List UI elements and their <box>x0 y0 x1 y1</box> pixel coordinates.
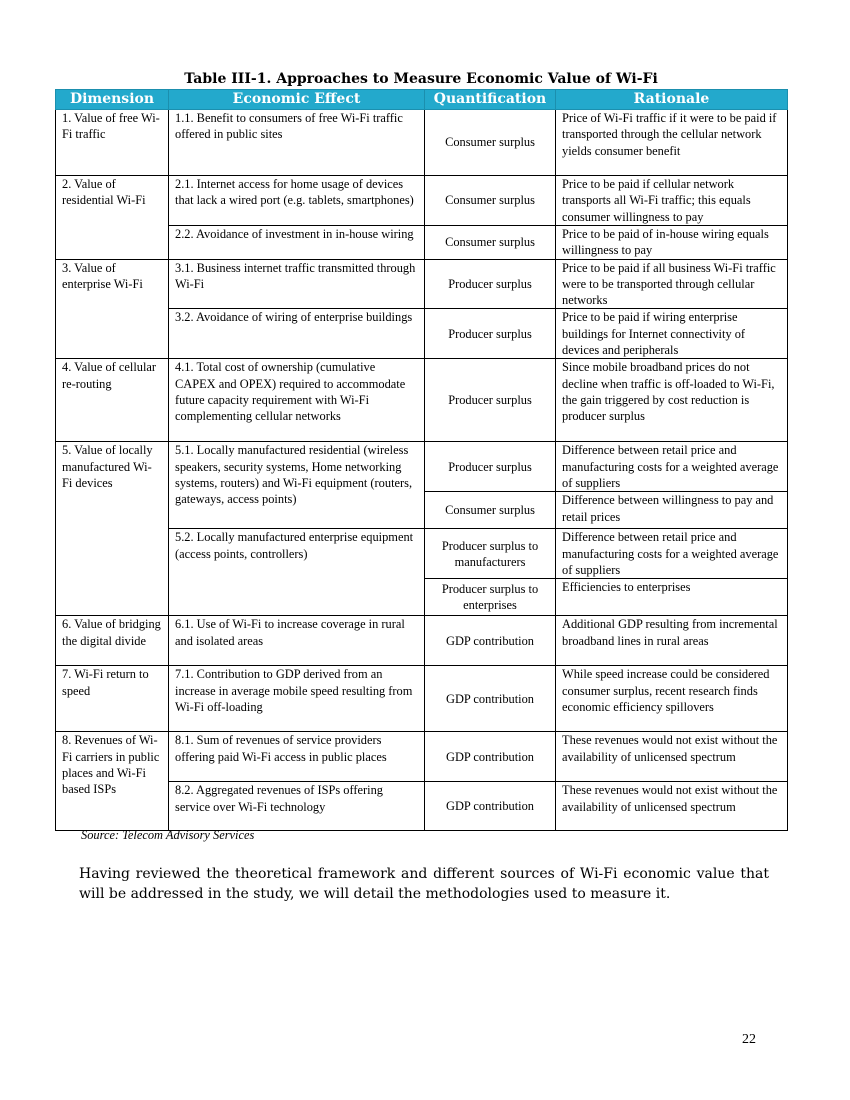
quantification-cell: Producer surplus <box>425 309 556 359</box>
quantification-cell: Consumer surplus <box>425 492 556 529</box>
quantification-cell: GDP contribution <box>425 782 556 831</box>
rationale-cell: Difference between retail price and manufacturing costs for a weighted average of suppliers <box>556 442 788 492</box>
quantification-cell: Producer surplus <box>425 259 556 309</box>
quantification-cell: Producer surplus <box>425 359 556 442</box>
quantification-cell: GDP contribution <box>425 666 556 732</box>
rationale-cell: Price to be paid if cellular network transports all Wi-Fi traffic; this equals consumer willingness to pay <box>556 176 788 226</box>
rationale-cell: These revenues would not exist without the availability of unlicensed spectrum <box>556 732 788 782</box>
header-quantification: Quantification <box>425 90 556 110</box>
effect-cell: 6.1. Use of Wi-Fi to increase coverage in rural and isolated areas <box>169 616 425 666</box>
dimension-cell: 3. Value of enterprise Wi-Fi <box>56 259 169 359</box>
quantification-cell: GDP contribution <box>425 732 556 782</box>
effect-cell: 5.2. Locally manufactured enterprise equipment (access points, controllers) <box>169 529 425 616</box>
table-source-note: Source: Telecom Advisory Services <box>81 828 255 842</box>
table-row <box>56 259 788 309</box>
quantification-cell: Consumer surplus <box>425 226 556 260</box>
rationale-cell: Additional GDP resulting from incremental broadband lines in rural areas <box>556 616 788 666</box>
rationale-cell: Since mobile broadband prices do not decline when traffic is off-loaded to Wi-Fi, the gain triggered by cost reduction is producer surplus <box>556 359 788 442</box>
effect-cell: 3.1. Business internet traffic transmitted through Wi-Fi <box>169 259 425 309</box>
effect-cell: 4.1. Total cost of ownership (cumulative CAPEX and OPEX) required to accommodate future capacity requirement with Wi-Fi complementing cellular networks <box>169 359 425 442</box>
quantification-cell: Consumer surplus <box>425 176 556 226</box>
table-row <box>56 176 788 226</box>
dimension-cell: 5. Value of locally manufactured Wi-Fi devices <box>56 442 169 616</box>
header-economic-effect: Economic Effect <box>169 90 425 110</box>
table-row <box>56 616 788 666</box>
rationale-cell: Price of Wi-Fi traffic if it were to be paid if transported through the cellular network yields consumer benefit <box>556 110 788 176</box>
quantification-cell: Producer surplus to manufacturers <box>425 529 556 579</box>
table-row <box>56 732 788 782</box>
rationale-cell: While speed increase could be considered consumer surplus, recent research finds economic efficiency spillovers <box>556 666 788 732</box>
effect-cell: 3.2. Avoidance of wiring of enterprise buildings <box>169 309 425 359</box>
body-paragraph: Having reviewed the theoretical framework and different sources of Wi-Fi economic value that will be addressed in the study, we will detail the methodologies used to measure it. <box>79 866 769 902</box>
dimension-cell: 2. Value of residential Wi-Fi <box>56 176 169 260</box>
effect-cell: 5.1. Locally manufactured residential (wireless speakers, security systems, Home networking systems, routers) and Wi-Fi equipment (routers, gateways, access points) <box>169 442 425 529</box>
rationale-cell: Price to be paid if wiring enterprise buildings for Internet connectivity of devices and peripherals <box>556 309 788 359</box>
dimension-cell: 1. Value of free Wi-Fi traffic <box>56 110 169 176</box>
page-number: 22 <box>742 1032 756 1047</box>
economic-value-table <box>55 89 788 831</box>
dimension-cell: 8. Revenues of Wi-Fi carriers in public places and Wi-Fi based ISPs <box>56 732 169 831</box>
rationale-cell: Difference between willingness to pay and retail prices <box>556 492 788 529</box>
dimension-cell: 6. Value of bridging the digital divide <box>56 616 169 666</box>
table-row <box>56 442 788 492</box>
table-caption: Table III-1. Approaches to Measure Economic Value of Wi-Fi <box>184 71 658 87</box>
effect-cell: 8.2. Aggregated revenues of ISPs offering service over Wi-Fi technology <box>169 782 425 831</box>
quantification-cell: GDP contribution <box>425 616 556 666</box>
table-row <box>56 359 788 442</box>
effect-cell: 7.1. Contribution to GDP derived from an increase in average mobile speed resulting from Wi-Fi off-loading <box>169 666 425 732</box>
table-header-row <box>56 90 788 110</box>
dimension-cell: 4. Value of cellular re-routing <box>56 359 169 442</box>
effect-cell: 2.1. Internet access for home usage of devices that lack a wired port (e.g. tablets, smartphones) <box>169 176 425 226</box>
quantification-cell: Producer surplus to enterprises <box>425 579 556 616</box>
header-dimension: Dimension <box>56 90 169 110</box>
rationale-cell: Efficiencies to enterprises <box>556 579 788 616</box>
dimension-cell: 7. Wi-Fi return to speed <box>56 666 169 732</box>
effect-cell: 1.1. Benefit to consumers of free Wi-Fi traffic offered in public sites <box>169 110 425 176</box>
quantification-cell: Consumer surplus <box>425 110 556 176</box>
header-rationale: Rationale <box>556 90 788 110</box>
rationale-cell: Price to be paid if all business Wi-Fi traffic were to be transported through cellular networks <box>556 259 788 309</box>
table-row <box>56 666 788 732</box>
table-row <box>56 110 788 176</box>
rationale-cell: Difference between retail price and manufacturing costs for a weighted average of suppliers <box>556 529 788 579</box>
effect-cell: 8.1. Sum of revenues of service providers offering paid Wi-Fi access in public places <box>169 732 425 782</box>
rationale-cell: Price to be paid of in-house wiring equals willingness to pay <box>556 226 788 260</box>
rationale-cell: These revenues would not exist without the availability of unlicensed spectrum <box>556 782 788 831</box>
effect-cell: 2.2. Avoidance of investment in in-house wiring <box>169 226 425 260</box>
quantification-cell: Producer surplus <box>425 442 556 492</box>
